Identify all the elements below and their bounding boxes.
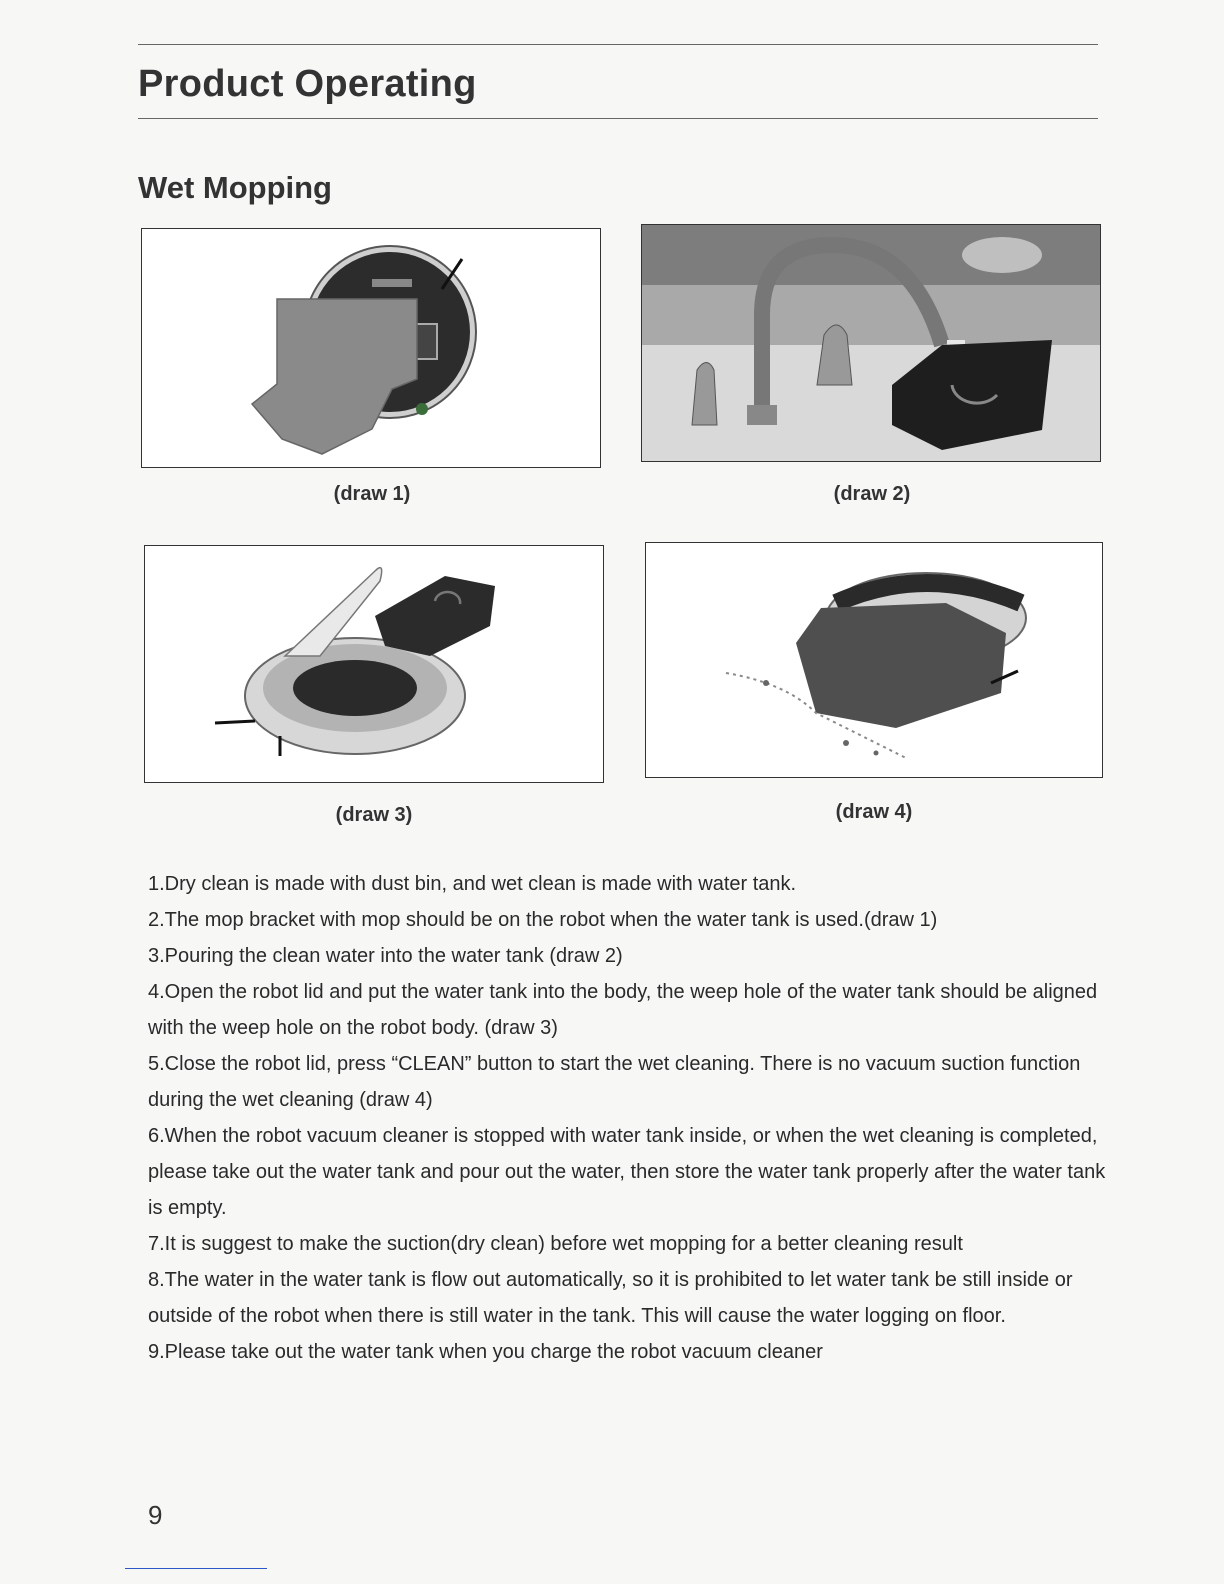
- robot-open-lid-water-tank-icon: [145, 546, 603, 782]
- caption-draw-4: (draw 4): [835, 801, 913, 823]
- robot-wet-cleaning-icon: [646, 543, 1102, 777]
- figure-draw-3: [144, 545, 604, 783]
- instruction-item-5: 5.Close the robot lid, press “CLEAN” button to start the wet cleaning. There is no vacuum suction function during the wet cleaning (draw 4): [148, 1053, 1081, 1111]
- figure-draw-1: [141, 228, 601, 468]
- footer-rule: [125, 1568, 267, 1569]
- instruction-item-7: 7.It is suggest to make the suction(dry clean) before wet mopping for a better cleaning result: [148, 1233, 963, 1255]
- page-title: Product Operating: [138, 63, 477, 105]
- instruction-item-2: 2.The mop bracket with mop should be on the robot when the water tank is used.(draw 1): [148, 909, 938, 931]
- instruction-list: [148, 866, 1108, 1370]
- figure-draw-2: [641, 224, 1101, 462]
- figure-draw-4: [645, 542, 1103, 778]
- page-number: 9: [148, 1500, 163, 1530]
- caption-draw-3: (draw 3): [335, 804, 413, 826]
- robot-mop-bracket-icon: [142, 229, 600, 467]
- caption-draw-1: (draw 1): [333, 483, 411, 505]
- section-heading: Wet Mopping: [138, 170, 332, 205]
- instruction-item-8: 8.The water in the water tank is flow out automatically, so it is prohibited to let water tank be still inside or outside of the robot when there is still water in the tank. This will cause the water logging on floor.: [148, 1269, 1073, 1327]
- faucet-filling-water-tank-icon: [642, 225, 1100, 461]
- header-bottom-rule: [138, 118, 1098, 119]
- instruction-item-6: 6.When the robot vacuum cleaner is stopped with water tank inside, or when the wet cleaning is completed, please take out the water tank and pour out the water, then store the water tank properly after the water tank is empty.: [148, 1125, 1106, 1219]
- instruction-item-1: 1.Dry clean is made with dust bin, and wet clean is made with water tank.: [148, 873, 797, 895]
- instruction-item-9: 9.Please take out the water tank when you charge the robot vacuum cleaner: [148, 1341, 823, 1363]
- instruction-item-4: 4.Open the robot lid and put the water tank into the body, the weep hole of the water tank should be aligned with the weep hole on the robot body. (draw 3): [148, 981, 1098, 1039]
- caption-draw-2: (draw 2): [833, 483, 911, 505]
- header-top-rule: [138, 44, 1098, 45]
- instruction-item-3: 3.Pouring the clean water into the water tank (draw 2): [148, 945, 623, 967]
